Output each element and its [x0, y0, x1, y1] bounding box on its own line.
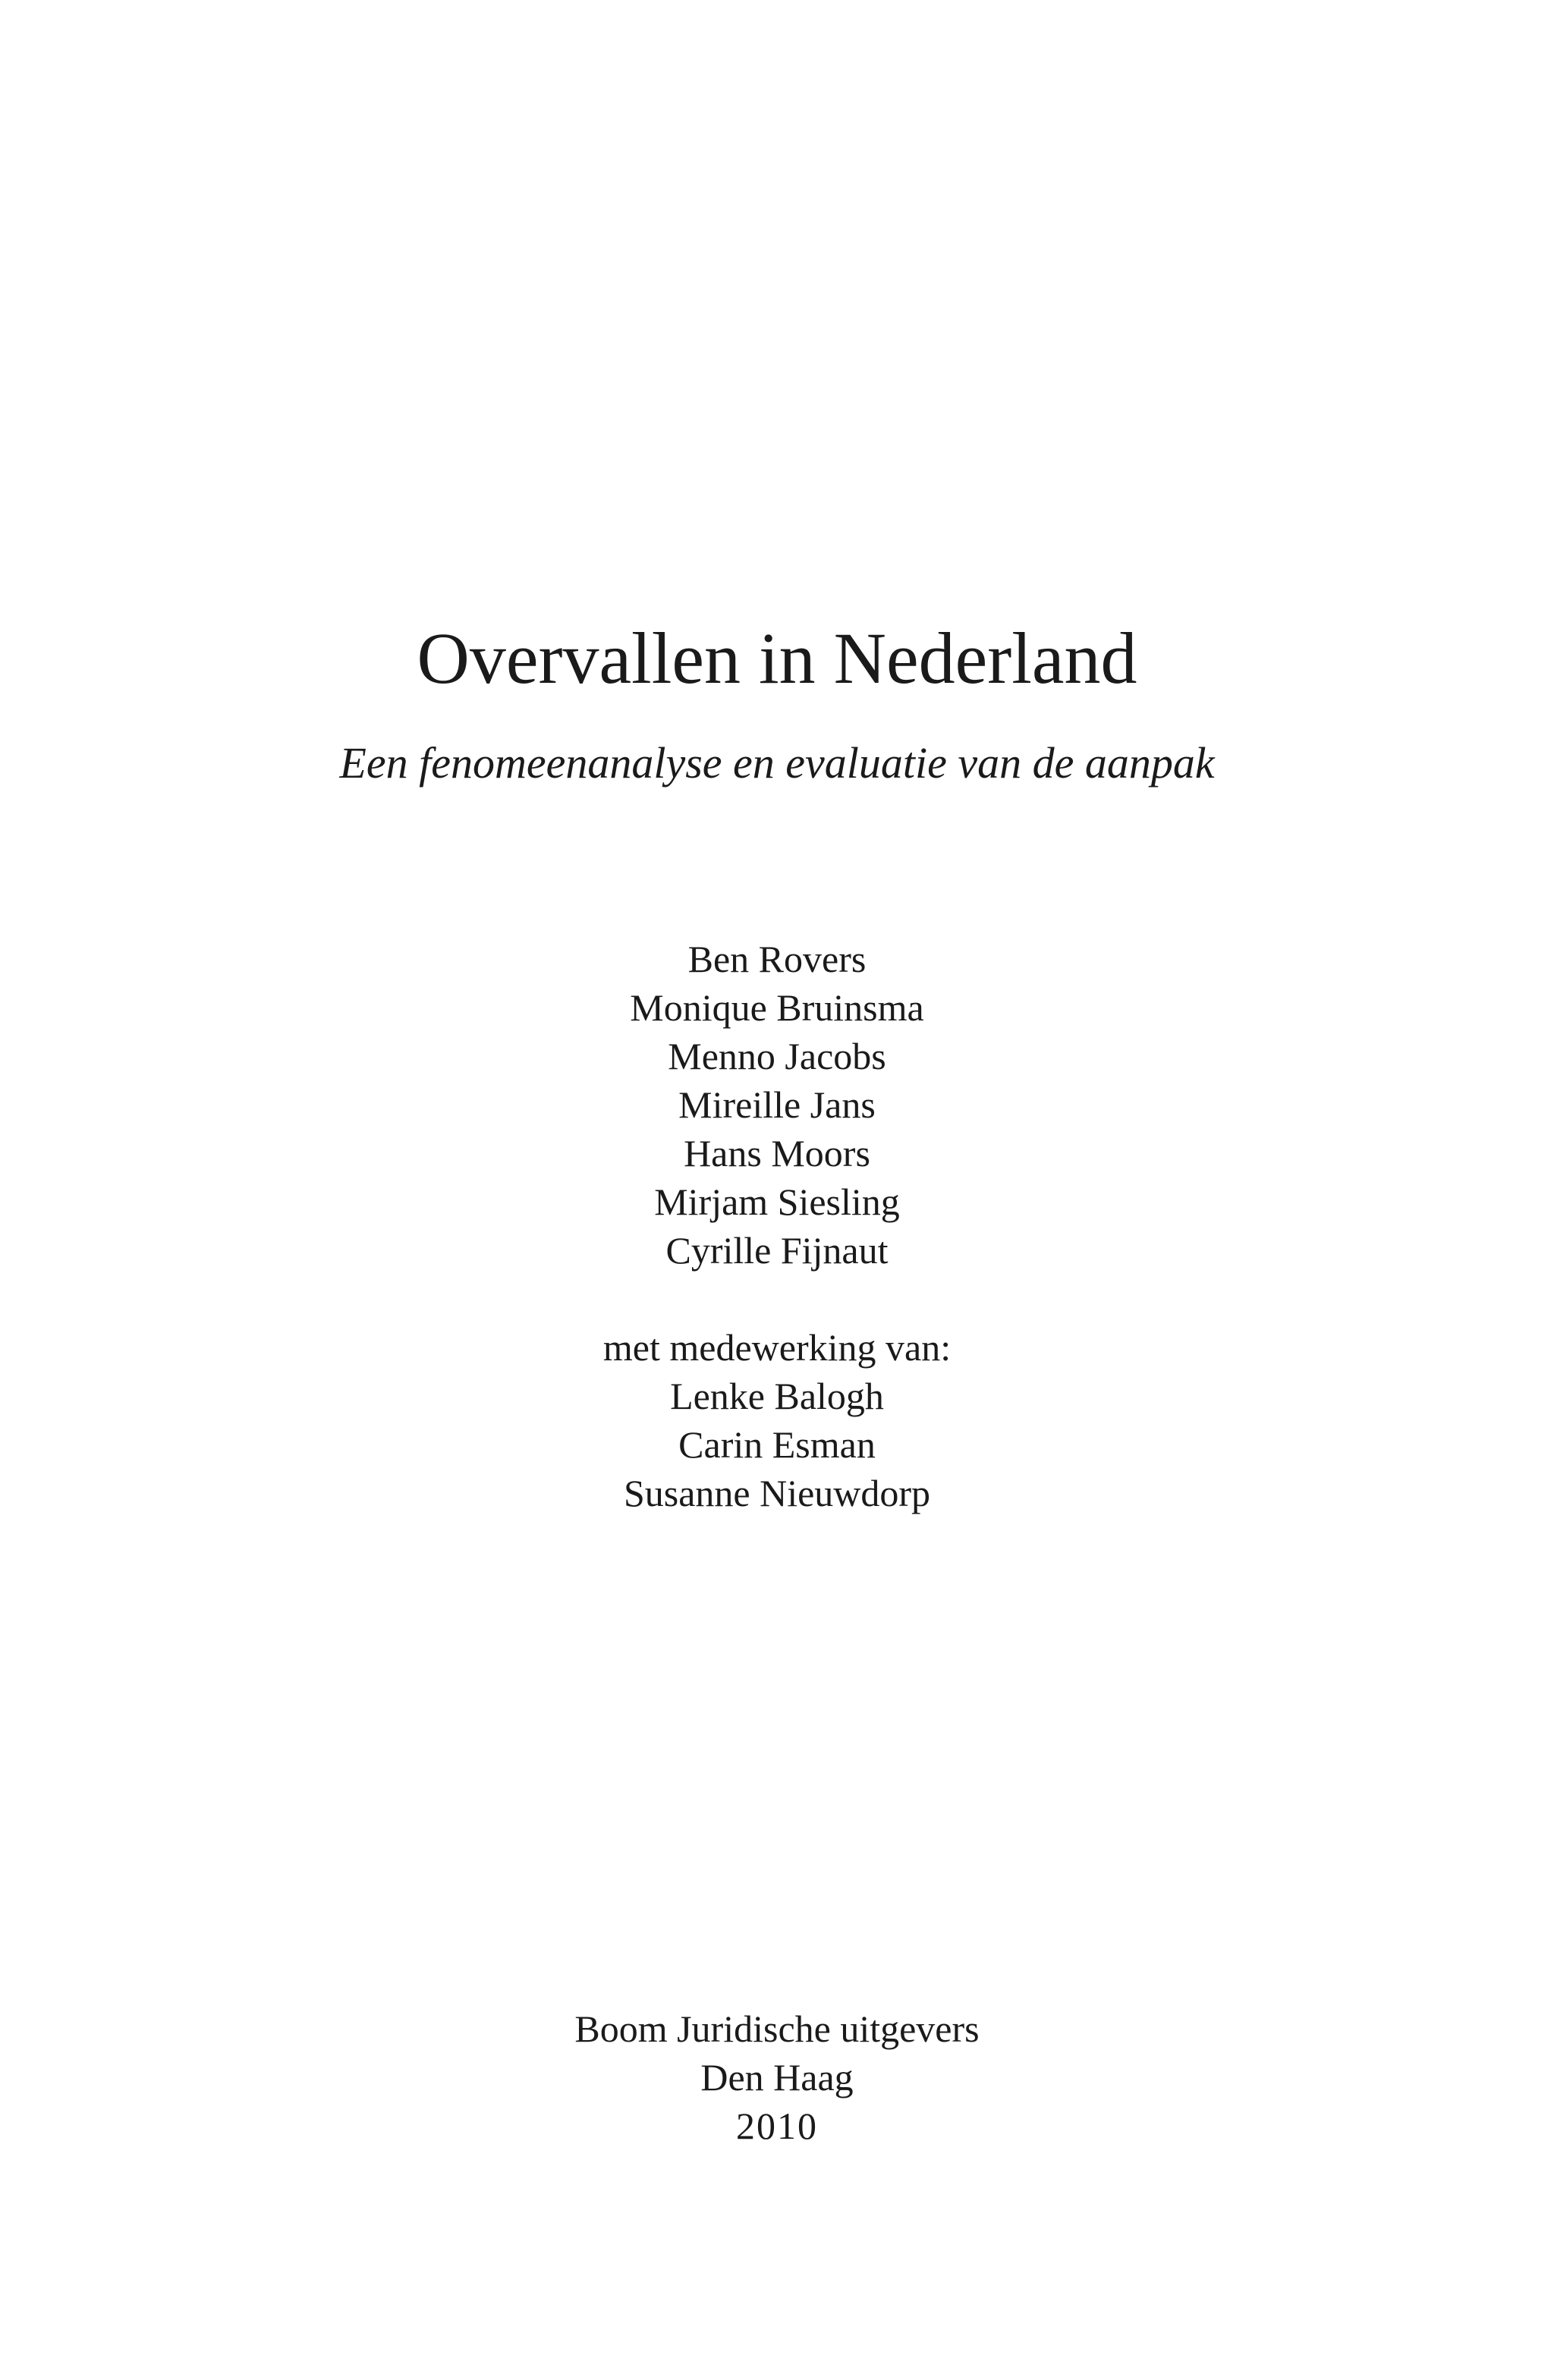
book-title: Overvallen in Nederland [417, 618, 1137, 699]
author-name: Monique Bruinsma [630, 986, 924, 1029]
author-name: Mirjam Siesling [654, 1181, 900, 1223]
contributor-name: Lenke Balogh [670, 1375, 884, 1417]
author-name: Cyrille Fijnaut [665, 1229, 889, 1272]
publisher-city: Den Haag [700, 2056, 854, 2099]
book-subtitle: Een fenomeenanalyse en evaluatie van de aanpak [339, 738, 1215, 788]
author-name: Mireille Jans [678, 1083, 876, 1126]
contributor-name: Susanne Nieuwdorp [623, 1472, 931, 1514]
publisher-block [0, 2004, 1554, 2150]
contributors-heading: met medewerking van: [602, 1326, 952, 1369]
author-name: Menno Jacobs [668, 1035, 886, 1077]
publication-year: 2010 [736, 2105, 818, 2147]
author-list [0, 935, 1554, 1275]
author-name: Ben Rovers [687, 938, 867, 980]
contributor-name: Carin Esman [678, 1423, 876, 1466]
author-name: Hans Moors [684, 1132, 870, 1174]
publisher-name: Boom Juridische uitgevers [574, 2007, 980, 2050]
contributor-list [0, 1323, 1554, 1517]
